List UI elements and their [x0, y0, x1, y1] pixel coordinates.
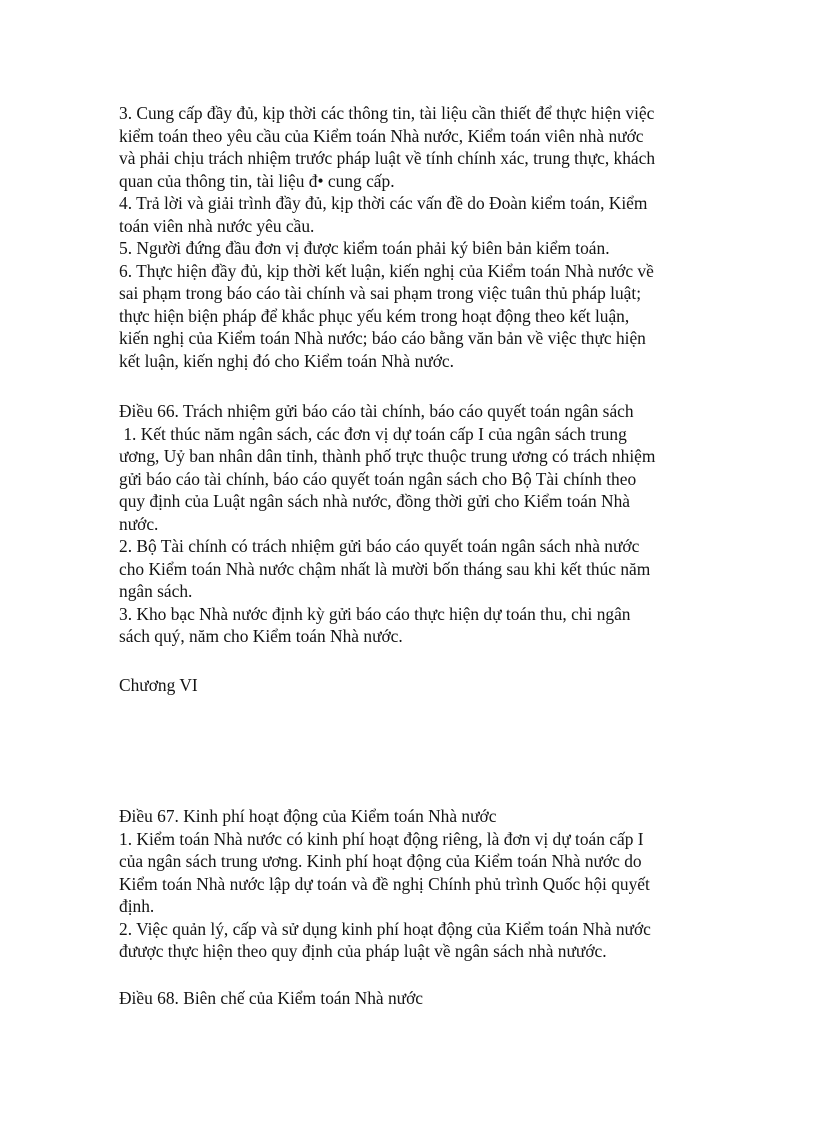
text-line: và phải chịu trách nhiệm trước pháp luật về tính chính xác, trung thực, khách [119, 148, 656, 168]
article-heading: Điều 68. Biên chế của Kiểm toán Nhà nước [119, 988, 424, 1008]
text-line: ngân sách. [119, 581, 193, 601]
text-line: 4. Trả lời và giải trình đầy đủ, kịp thời các vấn đề do Đoàn kiểm toán, Kiểm [119, 193, 648, 213]
text-line: thực hiện biện pháp để khắc phục yếu kém trong hoạt động theo kết luận, [119, 305, 630, 326]
article-heading: Điều 67. Kinh phí hoạt động của Kiểm toán Nhà nước [119, 806, 497, 826]
text-line: gửi báo cáo tài chính, báo cáo quyết toán ngân sách cho Bộ Tài chính theo [119, 468, 637, 489]
text-line: kết luận, kiến nghị đó cho Kiểm toán Nhà nước. [119, 350, 454, 371]
text-line: kiểm toán theo yêu cầu của Kiểm toán Nhà nước, Kiểm toán viên nhà nước [119, 125, 644, 146]
text-line: quan của thông tin, tài liệu đ• cung cấp. [119, 170, 395, 191]
article-67-block [119, 805, 709, 963]
text-line: 6. Thực hiện đầy đủ, kịp thời kết luận, kiến nghị của Kiểm toán Nhà nước về [119, 260, 654, 281]
text-line: nước. [119, 513, 159, 534]
article-66-block [119, 400, 709, 648]
text-line: toán viên nhà nước yêu cầu. [119, 215, 315, 236]
text-line: 3. Kho bạc Nhà nước định kỳ gửi báo cáo thực hiện dự toán thu, chi ngân [119, 603, 631, 624]
text-line: 1. Kết thúc năm ngân sách, các đơn vị dự toán cấp I của ngân sách trung [119, 423, 627, 444]
text-line: sách quý, năm cho Kiểm toán Nhà nước. [119, 626, 403, 646]
text-line: 2. Bộ Tài chính có trách nhiệm gửi báo cáo quyết toán ngân sách nhà nước [119, 536, 640, 556]
text-line: của ngân sách trung ương. Kinh phí hoạt động của Kiểm toán Nhà nước do [119, 851, 642, 871]
text-line: Kiểm toán Nhà nước lập dự toán và đề nghị Chính phủ trình Quốc hội quyết [119, 873, 650, 894]
text-line: kiến nghị của Kiểm toán Nhà nước; báo cáo bằng văn bản về việc thực hiện [119, 328, 646, 348]
text-line: đưược thực hiện theo quy định của pháp luật về ngân sách nhà nưước. [119, 941, 607, 961]
chapter-heading-block [119, 674, 709, 697]
article-65-obligations-block [119, 102, 709, 372]
text-line: ương, Uỷ ban nhân dân tỉnh, thành phố trực thuộc trung ương có trách nhiệm [119, 446, 656, 466]
text-line: 2. Việc quản lý, cấp và sử dụng kinh phí hoạt động của Kiểm toán Nhà nước [119, 918, 651, 939]
text-line: 5. Người đứng đầu đơn vị được kiểm toán phải ký biên bản kiểm toán. [119, 238, 610, 258]
text-line: 3. Cung cấp đầy đủ, kịp thời các thông tin, tài liệu cần thiết để thực hiện việc [119, 103, 655, 123]
chapter-heading: Chương VI [119, 675, 198, 695]
text-line: định. [119, 896, 155, 916]
text-line: 1. Kiểm toán Nhà nước có kinh phí hoạt động riêng, là đơn vị dự toán cấp I [119, 828, 644, 849]
text-line: cho Kiểm toán Nhà nước chậm nhất là mười bốn tháng sau khi kết thúc năm [119, 558, 651, 579]
text-line: sai phạm trong báo cáo tài chính và sai phạm trong việc tuân thủ pháp luật; [119, 283, 642, 303]
text-line: quy định của Luật ngân sách nhà nước, đồng thời gửi cho Kiểm toán Nhà [119, 491, 631, 511]
article-68-block [119, 987, 709, 1010]
article-heading: Điều 66. Trách nhiệm gửi báo cáo tài chính, báo cáo quyết toán ngân sách [119, 401, 634, 421]
